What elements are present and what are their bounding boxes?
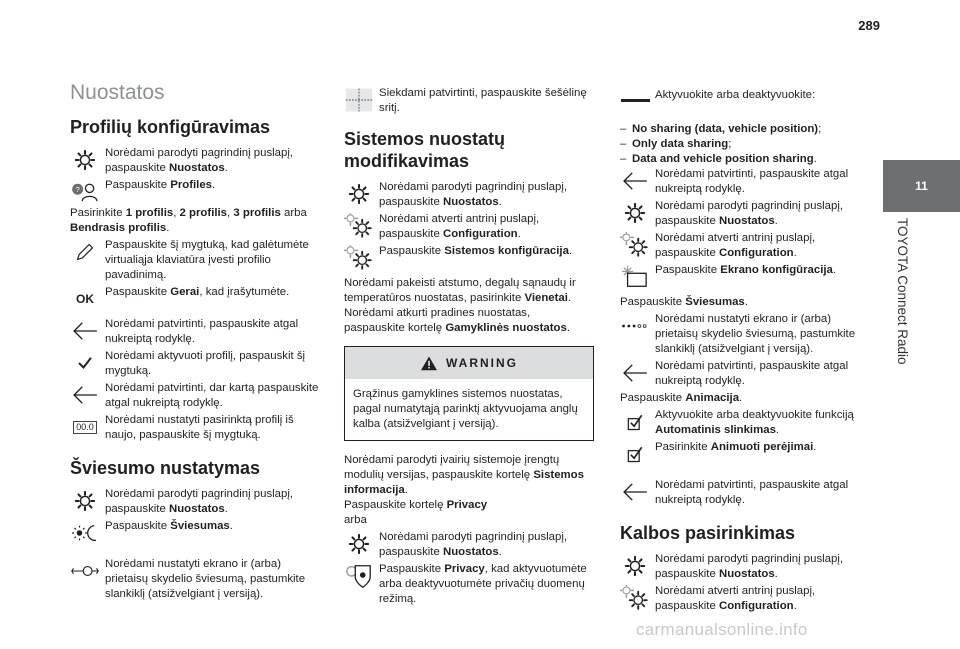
checkbox-icon bbox=[620, 441, 650, 467]
step-text: Paspauskite šį mygtuką, kad galėtumėte virtualiąja klaviatūra įvesti profilio pavadinimą. bbox=[105, 239, 309, 281]
step-row bbox=[344, 86, 594, 118]
warning-box bbox=[344, 346, 594, 441]
pencil-icon bbox=[70, 239, 100, 265]
profiles-heading: Profilių konfigūravimas bbox=[70, 117, 271, 137]
watermark: carmanualsonline.info bbox=[636, 620, 808, 639]
step-row bbox=[70, 285, 325, 315]
step-text: Norėdami patvirtinti, paspauskite atgal nukreiptą rodyklę. bbox=[105, 318, 299, 345]
section-title: Nuostatos bbox=[70, 81, 165, 104]
step-row bbox=[70, 487, 325, 517]
screen-config-icon bbox=[620, 264, 650, 290]
step-row bbox=[70, 557, 325, 602]
step-row bbox=[620, 88, 870, 114]
step-text: Norėdami parodyti pagrindinį puslapį, paspauskite Nuostatos. bbox=[655, 200, 844, 227]
warning-icon bbox=[420, 355, 438, 371]
step-text: Norėdami atverti antrinį puslapį, paspauskite Configuration. bbox=[379, 213, 540, 240]
step-text: Norėdami parodyti pagrindinį puslapį, paspauskite Nuostatos. bbox=[379, 181, 568, 208]
step-text: Aktyvuokite arba deaktyvuokite funkciją Automatinis slinkimas. bbox=[655, 409, 854, 436]
step-text: Paspauskite Gerai, kad įrašytumėte. bbox=[105, 286, 290, 298]
step-text: Norėdami aktyvuoti profilį, paspauskit šį mygtuką. bbox=[105, 350, 306, 377]
list-item: – Only data sharing; bbox=[620, 137, 870, 152]
column-2 bbox=[344, 86, 594, 609]
step-row bbox=[70, 349, 325, 379]
column-3 bbox=[620, 88, 870, 616]
gear-icon bbox=[70, 147, 100, 173]
privacy-icon bbox=[344, 563, 374, 589]
system-config-icon bbox=[344, 245, 374, 271]
warning-title: WARNING bbox=[446, 355, 518, 370]
chapter-label-wrap bbox=[888, 218, 918, 418]
step-text: Norėdami nustatyti ekrano ir (arba) prietaisų skydelio šviesumą, pastumkite slankiklį (atsižvelgiant į versiją). bbox=[105, 558, 306, 600]
step-text: Paspauskite Šviesumas. bbox=[105, 520, 233, 532]
reset-label: 00.0 bbox=[73, 421, 97, 434]
gear-icon bbox=[620, 200, 650, 226]
step-row bbox=[70, 146, 325, 176]
step-row bbox=[620, 263, 870, 289]
shaded-area-icon bbox=[344, 87, 374, 113]
list-item: – Data and vehicle position sharing. bbox=[620, 152, 870, 167]
step-text: Paspauskite Ekrano konfigūracija. bbox=[655, 264, 837, 276]
system-heading: Sistemos nuostatų modifikavimas bbox=[344, 129, 506, 171]
warning-header bbox=[345, 347, 593, 379]
step-text: Norėdami nustatyti ekrano ir (arba) prietaisų skydelio šviesumą, pastumkite slankiklį (atsižvelgiant į versiją). bbox=[655, 313, 856, 355]
profiles-icon bbox=[70, 179, 100, 205]
back-arrow-icon bbox=[620, 360, 650, 386]
step-row bbox=[70, 381, 325, 411]
slider-icon bbox=[70, 558, 100, 584]
step-row bbox=[344, 212, 594, 242]
brightness-paragraph: Paspauskite Šviesumas. bbox=[620, 296, 748, 308]
gear-icon bbox=[70, 488, 100, 514]
step-text: Norėdami parodyti pagrindinį puslapį, paspauskite Nuostatos. bbox=[655, 553, 844, 580]
ok-label: OK bbox=[76, 291, 94, 306]
step-text: Aktyvuokite arba deaktyvuokite: bbox=[655, 89, 816, 101]
brightness-heading: Šviesumo nustatymas bbox=[70, 458, 261, 478]
step-row bbox=[620, 440, 870, 466]
step-row bbox=[70, 238, 325, 283]
step-row bbox=[620, 408, 870, 438]
step-row bbox=[620, 231, 870, 261]
step-row bbox=[344, 180, 594, 210]
back-arrow-icon bbox=[620, 168, 650, 194]
step-text: Paspauskite Sistemos konfigūracija. bbox=[379, 245, 573, 257]
language-heading: Kalbos pasirinkimas bbox=[620, 523, 796, 543]
toggle-bar-icon bbox=[620, 89, 650, 115]
chapter-tab: 11 bbox=[883, 160, 960, 212]
step-row bbox=[620, 584, 870, 614]
step-text: Norėdami patvirtinti, paspauskite atgal nukreiptą rodyklę. bbox=[655, 479, 849, 506]
list-item: – No sharing (data, vehicle position); bbox=[620, 122, 870, 137]
configuration-icon bbox=[344, 213, 374, 239]
chapter-label: TOYOTA Connect Radio bbox=[895, 218, 910, 365]
configuration-icon bbox=[620, 232, 650, 258]
step-text: Norėdami atverti antrinį puslapį, paspauskite Configuration. bbox=[655, 232, 816, 259]
step-row bbox=[620, 478, 870, 508]
step-row bbox=[620, 167, 870, 197]
step-text: Norėdami parodyti pagrindinį puslapį, paspauskite Nuostatos. bbox=[379, 531, 568, 558]
step-text: Norėdami patvirtinti, paspauskite atgal nukreiptą rodyklę. bbox=[655, 360, 849, 387]
step-text: Siekdami patvirtinti, paspauskite šešėlinę sritį. bbox=[379, 87, 587, 114]
step-text: Norėdami patvirtinti, paspauskite atgal nukreiptą rodyklę. bbox=[655, 168, 849, 195]
gear-icon bbox=[344, 181, 374, 207]
step-row bbox=[620, 312, 870, 357]
step-row bbox=[344, 244, 594, 270]
step-row bbox=[620, 359, 870, 389]
column-1 bbox=[70, 80, 325, 604]
step-text: Norėdami nustatyti pasirinktą profilį iš naujo, paspauskite šį mygtuką. bbox=[105, 414, 294, 441]
step-row bbox=[70, 317, 325, 347]
step-text: Norėdami patvirtinti, dar kartą paspauskite atgal nukreiptą rodyklę. bbox=[105, 382, 319, 409]
step-row bbox=[70, 519, 325, 545]
step-text: Norėdami atverti antrinį puslapį, paspauskite Configuration. bbox=[655, 585, 816, 612]
back-arrow-icon bbox=[70, 318, 100, 344]
system-paragraph: Norėdami pakeisti atstumo, degalų sąnaudų ir temperatūros nuostatas, pasirinkite Vienetai. Norėdami atkurti pradines nuostatas, paspauskite kortelę Gamyklinės nuostatos. bbox=[344, 277, 576, 334]
back-arrow-icon bbox=[70, 382, 100, 408]
back-arrow-icon bbox=[620, 479, 650, 505]
step-text: Norėdami parodyti pagrindinį puslapį, paspauskite Nuostatos. bbox=[105, 147, 294, 174]
sharing-options bbox=[620, 122, 870, 167]
animation-paragraph: Paspauskite Animacija. bbox=[620, 392, 743, 404]
step-row bbox=[620, 552, 870, 582]
dots-icon bbox=[620, 313, 650, 339]
ok-icon bbox=[70, 286, 100, 312]
sun-moon-icon bbox=[70, 520, 100, 546]
step-text: Paspauskite Privacy, kad aktyvuotumėte arba deaktyvuotumėte privačių duomenų režimą. bbox=[379, 563, 587, 605]
step-text: Pasirinkite 1 profilis, 2 profilis, 3 profilis arba Bendrasis profilis. bbox=[70, 207, 307, 234]
step-row bbox=[620, 199, 870, 229]
reset-icon bbox=[70, 414, 100, 440]
step-text: Paspauskite Profiles. bbox=[105, 179, 216, 191]
info-paragraph: Norėdami parodyti įvairių sistemoje įrengtų modulių versijas, paspauskite kortelę Sistemos informacija. Paspauskite kortelę Privacy arba bbox=[344, 454, 584, 526]
page-number: 289 bbox=[858, 18, 880, 33]
step-row bbox=[70, 413, 325, 443]
check-icon bbox=[70, 350, 100, 376]
configuration-icon bbox=[620, 585, 650, 611]
gear-icon bbox=[620, 553, 650, 579]
gear-icon bbox=[344, 531, 374, 557]
checkbox-icon bbox=[620, 409, 650, 435]
step-text: Pasirinkite Animuoti perėjimai. bbox=[655, 441, 817, 453]
step-row bbox=[344, 530, 594, 560]
step-row bbox=[70, 178, 325, 204]
warning-text: Grąžinus gamyklines sistemos nuostatas, pagal numatytąją parinktį aktyvuojama anglų kalba (atsižvelgiant į versiją). bbox=[353, 388, 578, 430]
step-text: Norėdami parodyti pagrindinį puslapį, paspauskite Nuostatos. bbox=[105, 488, 294, 515]
step-row bbox=[344, 562, 594, 607]
